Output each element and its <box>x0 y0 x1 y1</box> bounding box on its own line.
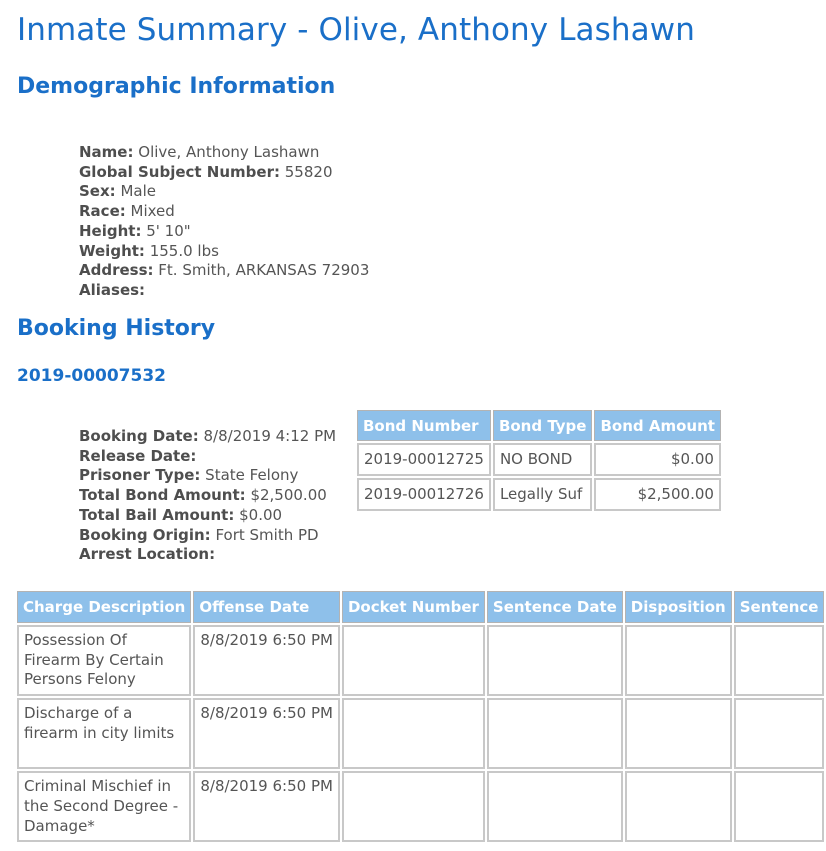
bond-amount-cell: $0.00 <box>594 443 720 476</box>
charge-description-cell: Discharge of a firearm in city limits <box>17 698 191 769</box>
offense-date-cell: 8/8/2019 6:50 PM <box>193 625 340 696</box>
field-label: Arrest Location: <box>79 545 216 564</box>
charge-description-header: Charge Description <box>17 591 191 623</box>
disposition-cell <box>625 771 732 842</box>
docket-number-cell <box>342 698 485 769</box>
sentence-cell <box>734 625 825 696</box>
release-date-row <box>79 447 336 467</box>
field-value: $0.00 <box>239 505 283 524</box>
table-row <box>17 698 824 769</box>
field-label: Release Date: <box>79 446 197 465</box>
bond-amount-header: Bond Amount <box>594 410 720 441</box>
field-label: Total Bond Amount: <box>79 486 246 505</box>
field-label: Height: <box>79 221 142 240</box>
field-label: Address: <box>79 261 154 280</box>
disposition-header: Disposition <box>625 591 732 623</box>
bond-header-row <box>357 410 721 441</box>
table-row <box>17 771 824 842</box>
demo-name-row <box>79 143 369 163</box>
demographic-heading: Demographic Information <box>17 74 336 99</box>
docket-number-cell <box>342 625 485 696</box>
field-label: Prisoner Type: <box>79 466 201 485</box>
bond-table <box>355 408 723 513</box>
demo-sex-row <box>79 182 369 202</box>
field-label: Booking Date: <box>79 427 199 445</box>
offense-date-cell: 8/8/2019 6:50 PM <box>193 698 340 769</box>
field-label: Total Bail Amount: <box>79 505 235 524</box>
bond-amount-cell: $2,500.00 <box>594 478 720 511</box>
field-label: Aliases: <box>79 280 146 299</box>
sentence-date-cell <box>487 771 623 842</box>
bond-number-header: Bond Number <box>357 410 491 441</box>
charge-header-row <box>17 591 824 623</box>
table-row <box>357 478 721 511</box>
field-value: Fort Smith PD <box>215 525 319 544</box>
offense-date-cell: 8/8/2019 6:50 PM <box>193 771 340 842</box>
docket-number-cell <box>342 771 485 842</box>
field-label: Global Subject Number: <box>79 162 280 181</box>
field-value: 5' 10" <box>146 221 191 240</box>
booking-info <box>79 427 336 565</box>
charge-table <box>15 589 826 844</box>
bond-type-cell: Legally Suf <box>493 478 593 511</box>
disposition-cell <box>625 625 732 696</box>
bond-number-cell: 2019-00012726 <box>357 478 491 511</box>
demographic-info <box>79 143 369 301</box>
field-label: Race: <box>79 202 126 221</box>
field-value: 8/8/2019 4:12 PM <box>203 427 337 445</box>
field-value: Male <box>120 182 156 201</box>
charge-description-cell: Possession Of Firearm By Certain Persons Felony <box>17 625 191 696</box>
sentence-date-header: Sentence Date <box>487 591 623 623</box>
prisoner-type-row <box>79 466 336 486</box>
table-row <box>17 625 824 696</box>
field-value: Mixed <box>130 202 175 221</box>
field-value: State Felony <box>205 466 299 485</box>
demo-aliases-row <box>79 281 369 301</box>
disposition-cell <box>625 698 732 769</box>
total-bond-row <box>79 486 336 506</box>
booking-number-heading: 2019-00007532 <box>17 366 166 386</box>
sentence-date-cell <box>487 625 623 696</box>
booking-date-row <box>79 427 336 447</box>
sentence-date-cell <box>487 698 623 769</box>
bond-type-cell: NO BOND <box>493 443 593 476</box>
bond-type-header: Bond Type <box>493 410 593 441</box>
field-value: 155.0 lbs <box>149 241 219 260</box>
booking-origin-row <box>79 526 336 546</box>
demo-height-row <box>79 222 369 242</box>
field-label: Sex: <box>79 182 116 201</box>
demo-address-row <box>79 261 369 281</box>
page-title: Inmate Summary - Olive, Anthony Lashawn <box>17 12 695 48</box>
field-label: Booking Origin: <box>79 525 211 544</box>
arrest-location-row <box>79 545 336 565</box>
docket-number-header: Docket Number <box>342 591 485 623</box>
demo-weight-row <box>79 242 369 262</box>
field-value: 55820 <box>284 162 333 181</box>
sentence-cell <box>734 771 825 842</box>
sentence-cell <box>734 698 825 769</box>
offense-date-header: Offense Date <box>193 591 340 623</box>
field-value: Olive, Anthony Lashawn <box>138 143 320 161</box>
table-row <box>357 443 721 476</box>
demo-gsn-row <box>79 163 369 183</box>
field-label: Weight: <box>79 241 145 260</box>
field-label: Name: <box>79 143 134 161</box>
field-value: Ft. Smith, ARKANSAS 72903 <box>158 261 370 280</box>
total-bail-row <box>79 506 336 526</box>
field-value: $2,500.00 <box>250 486 327 505</box>
charge-description-cell: Criminal Mischief in the Second Degree - Damage* <box>17 771 191 842</box>
sentence-header: Sentence <box>734 591 825 623</box>
bond-number-cell: 2019-00012725 <box>357 443 491 476</box>
booking-history-heading: Booking History <box>17 316 216 341</box>
demo-race-row <box>79 202 369 222</box>
